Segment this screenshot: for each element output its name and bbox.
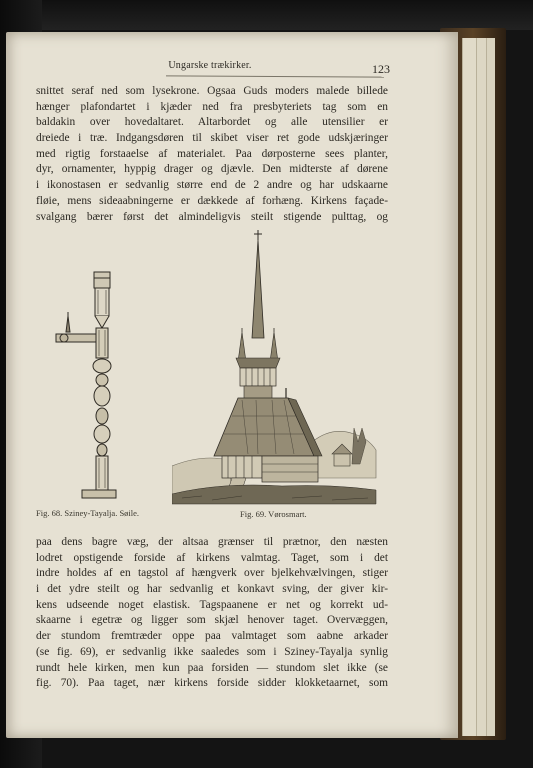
text-line: indre holdes af en tagstol af hængverk over bjelkehvælvingen, stiger bbox=[36, 567, 388, 580]
text-line: i ikonostasen er sedvanlig større end de 2 andre og har udskaarne bbox=[36, 179, 388, 192]
running-title: Ungarske trækirker. bbox=[168, 60, 252, 71]
text-line: fig. 70). Paa taget, nær kirkens forside sidder klokketaarnet, som bbox=[36, 677, 388, 690]
text-line: dyr, ornamenter, hyppig drager og djævle. Den midterste af dørene bbox=[36, 163, 388, 176]
paragraph-bottom bbox=[36, 535, 388, 692]
text-line: hænger plafondartet i kjæder ned fra presbyteriets tag som en bbox=[36, 100, 388, 113]
page-edge bbox=[476, 38, 486, 736]
page-edge bbox=[486, 38, 495, 736]
text-line: der stundom fremtræder oppe paa valmtaget som aabne arkader bbox=[36, 630, 388, 643]
page-edge bbox=[462, 38, 476, 736]
figure-69-caption: Fig. 69. Vørosmart. bbox=[240, 509, 307, 519]
text-line: snittet seraf ned som lysekrone. Ogsaa Guds moders malede billede bbox=[36, 85, 388, 97]
page-number: 123 bbox=[372, 62, 390, 76]
text-line: kens udseende noget elastisk. Tagspaanene er net og korrekt ud- bbox=[36, 598, 388, 611]
text-line: paa dens bagre væg, der altsaa grænser til prætnor, den næsten bbox=[36, 536, 388, 548]
text-line: rundt hele kirken, men kun paa forsiden — stundom slet ikke (se bbox=[36, 661, 388, 674]
text-line: i det ydre steilt og har sedvanlig et konkavt sving, der giver kir- bbox=[36, 583, 388, 596]
text-line: skaarne i egetræ og ligger som skjæl henover taget. Overvæggen, bbox=[36, 614, 388, 627]
figure-68-caption: Fig. 68. Sziney-Tayalja. Søile. bbox=[36, 508, 140, 518]
text-line: med rigtig forstaaelse af materialet. Paa dørposterne sees planter, bbox=[36, 147, 388, 160]
text-line: baldakin over hovedaltaret. Altarbordet og alle utensilier er bbox=[36, 116, 388, 129]
text-line: lodret opstigende forside af kirkens valmtag. Taget, som i det bbox=[36, 551, 388, 564]
paragraph-top bbox=[36, 84, 388, 225]
figure-68-column bbox=[52, 268, 132, 504]
backdrop bbox=[0, 0, 533, 30]
text-line: fløie, mens sideaabningerne er dækkede af forhæng. Kirkens façade- bbox=[36, 194, 388, 207]
text-line: (se fig. 69), er sedvanlig ikke saaledes som i Sziney-Tayalja synlig bbox=[36, 645, 388, 658]
figure-69-church bbox=[172, 228, 378, 506]
text-line: dreiede i træ. Indgangsdøren til skibet viser ret gode udskjæringer bbox=[36, 132, 388, 145]
text-line: svalgang bærer først det almindeligvis steilt stigende pulttag, og bbox=[36, 210, 388, 223]
